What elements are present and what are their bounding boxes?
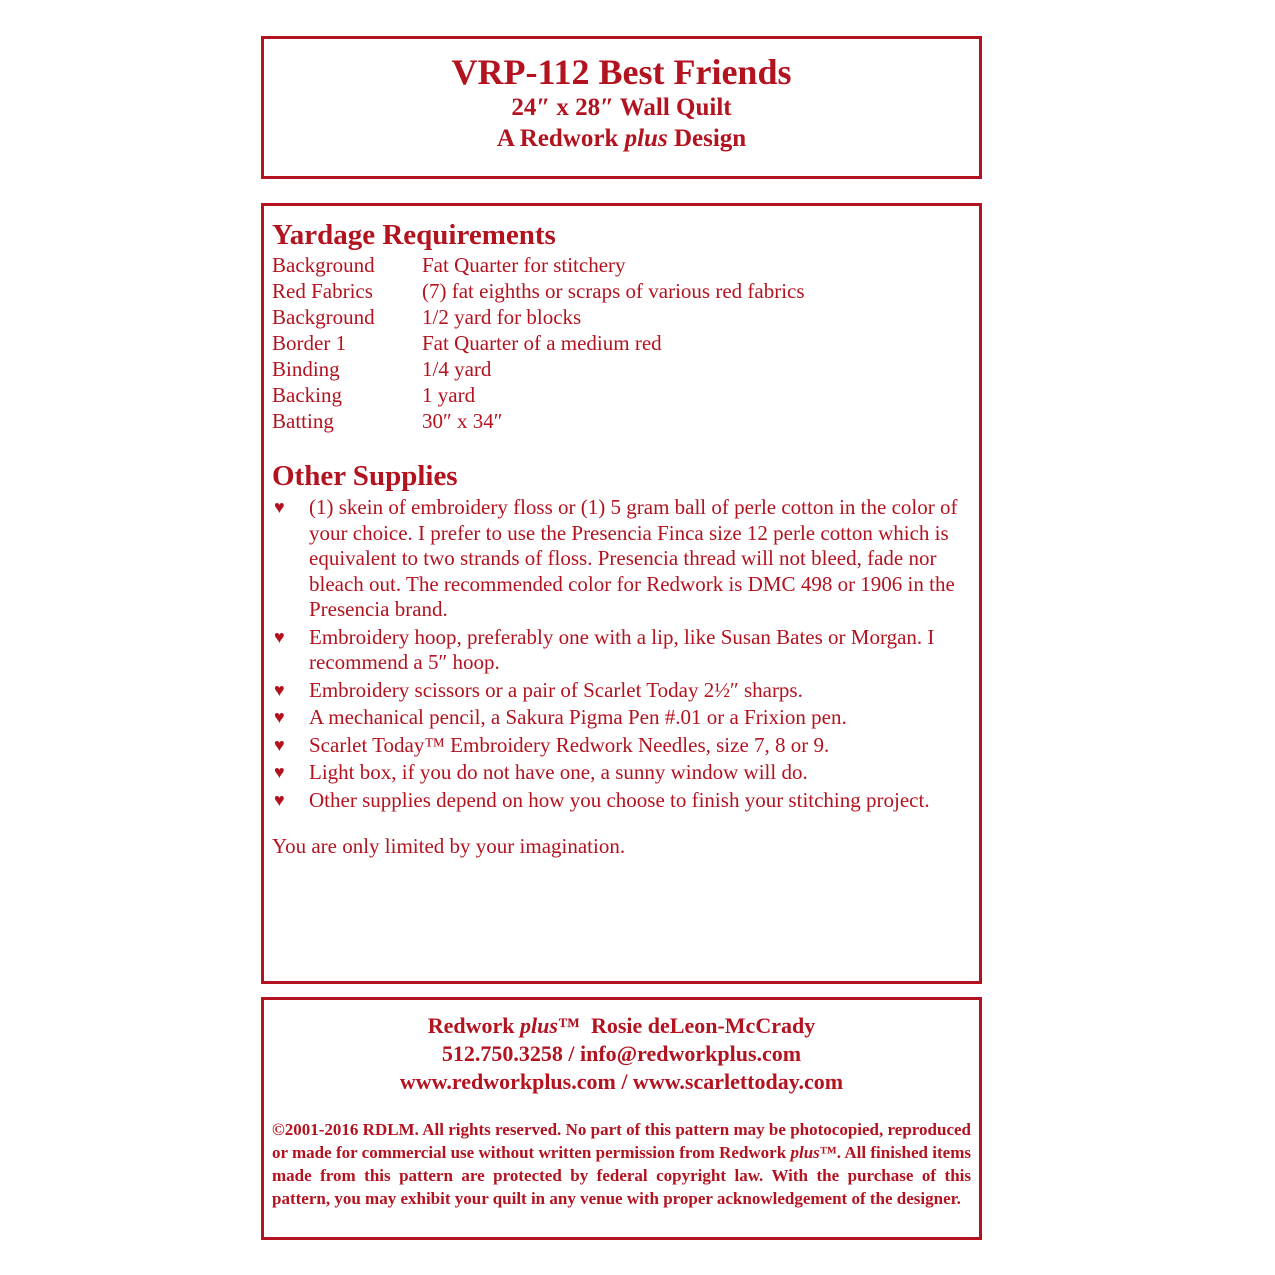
copyright-notice xyxy=(272,1118,971,1210)
supplies-heading: Other Supplies xyxy=(272,460,458,492)
copyright-part-b: ™. All finished items made from this pattern are protected by federal copyright law. With the purchase of this pattern, you may exhibit your quilt in any venue with proper acknowledgement of the designer. xyxy=(272,1143,971,1208)
copyright-italic: plus xyxy=(790,1143,820,1162)
design-line xyxy=(264,123,979,154)
supply-text: (1) skein of embroidery floss or (1) 5 gram ball of perle cotton in the color of your choice. I prefer to use the Presencia Finca size 12 perle cotton which is equivalent to two strands of floss. Presencia thread will not bleed, fade nor bleach out. The recommended color for Redwork is DMC 498 or 1906 in the Presencia brand. xyxy=(309,495,958,621)
pattern-title: VRP-112 Best Friends xyxy=(451,52,792,92)
yardage-label: Red Fabrics xyxy=(272,279,373,303)
heart-bullet-icon: ♥ xyxy=(274,734,285,755)
yardage-row xyxy=(272,304,971,330)
yardage-value: (7) fat eighths or scraps of various red fabrics xyxy=(422,279,805,303)
heart-bullet-icon: ♥ xyxy=(274,707,285,727)
supplies-list xyxy=(272,495,971,813)
closing-note: You are only limited by your imagination. xyxy=(272,834,626,858)
yardage-label: Background xyxy=(272,253,375,277)
list-item xyxy=(272,495,971,623)
supply-text: Scarlet Today™ Embroidery Redwork Needles, size 7, 8 or 9. xyxy=(309,732,830,757)
yardage-row xyxy=(272,356,971,382)
yardage-value: 1 yard xyxy=(422,383,476,407)
heart-bullet-icon: ♥ xyxy=(274,762,285,782)
design-italic: plus xyxy=(624,125,668,152)
heart-bullet-icon: ♥ xyxy=(274,789,285,810)
requirements-box xyxy=(261,203,982,984)
list-item xyxy=(272,705,971,731)
supply-text: A mechanical pencil, a Sakura Pigma Pen #.01 or a Frixion pen. xyxy=(309,705,847,729)
yardage-label: Binding xyxy=(272,357,340,381)
footer-box xyxy=(261,997,982,1240)
supply-text: Light box, if you do not have one, a sunny window will do. xyxy=(309,760,808,784)
copyright-part-a: ©2001-2016 RDLM. All rights reserved. No part of this pattern may be photocopied, reproduced or made for commercial use without written permission from Redwork xyxy=(272,1120,971,1162)
design-prefix: A Redwork xyxy=(496,125,625,152)
contact-line: 512.750.3258 / info@redworkplus.com xyxy=(441,1041,802,1066)
list-item xyxy=(272,760,971,786)
yardage-label: Background xyxy=(272,305,375,329)
yardage-value: 30″ x 34″ xyxy=(422,409,503,433)
brand-line xyxy=(272,1012,971,1040)
heart-bullet-icon: ♥ xyxy=(274,497,285,517)
list-item xyxy=(272,733,971,759)
list-item xyxy=(272,788,971,814)
yardage-table xyxy=(272,252,971,434)
supply-text: Embroidery scissors or a pair of Scarlet Today 2½″ sharps. xyxy=(309,677,803,702)
supply-text: Embroidery hoop, preferably one with a lip, like Susan Bates or Morgan. I recommend a 5″ hoop. xyxy=(309,624,935,674)
brand-italic: plus xyxy=(520,1013,558,1038)
websites-line: www.redworkplus.com / www.scarlettoday.com xyxy=(399,1069,844,1094)
yardage-value: 1/4 yard xyxy=(422,357,492,381)
list-item xyxy=(272,625,971,676)
yardage-value: 1/2 yard for blocks xyxy=(422,305,582,329)
yardage-row xyxy=(272,330,971,356)
yardage-row xyxy=(272,408,971,434)
yardage-heading: Yardage Requirements xyxy=(272,219,556,251)
heart-bullet-icon: ♥ xyxy=(274,679,285,700)
design-suffix: Design xyxy=(667,125,747,152)
yardage-row xyxy=(272,278,971,304)
yardage-value: Fat Quarter of a medium red xyxy=(422,331,662,355)
title-box xyxy=(261,36,982,179)
quilt-size: 24″ x 28″ Wall Quilt xyxy=(511,94,732,121)
list-item xyxy=(272,678,971,704)
yardage-value: Fat Quarter for stitchery xyxy=(422,253,626,277)
heart-bullet-icon: ♥ xyxy=(274,626,285,647)
brand-suffix: ™ Rosie deLeon-McCrady xyxy=(557,1013,816,1038)
yardage-row xyxy=(272,382,971,408)
yardage-label: Batting xyxy=(272,409,334,433)
yardage-label: Border 1 xyxy=(272,331,347,355)
yardage-label: Backing xyxy=(272,383,342,407)
yardage-row xyxy=(272,252,971,278)
brand-prefix: Redwork xyxy=(427,1013,521,1038)
supply-text: Other supplies depend on how you choose to finish your stitching project. xyxy=(309,787,930,812)
